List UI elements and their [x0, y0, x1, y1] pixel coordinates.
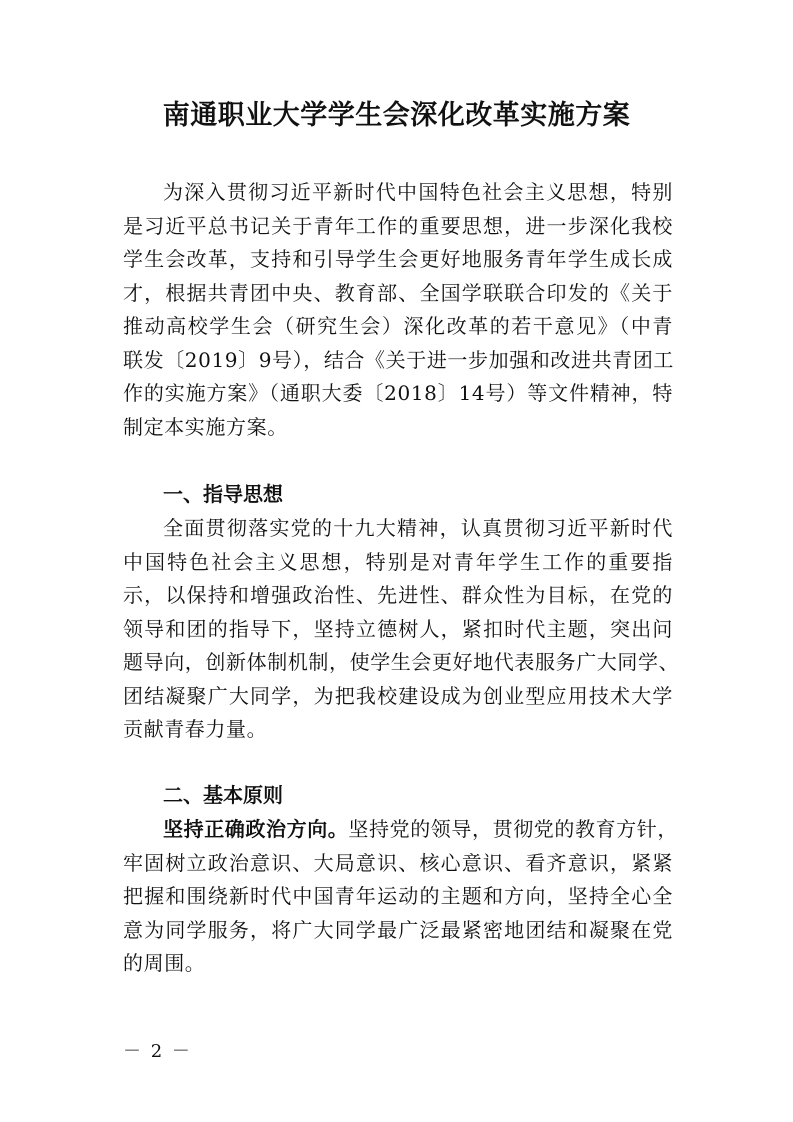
intro-line: 是习近平总书记关于青年工作的重要思想，进一步深化我校: [123, 213, 673, 238]
section-2-line: 把握和围绕新时代中国青年运动的主题和方向，坚持全心全: [123, 884, 673, 908]
section-1-line: 领导和团的指导下，坚持立德树人，紧扣时代主题，突出问: [123, 616, 673, 641]
intro-line: 作的实施方案》（通职大委〔2018〕14号）等文件精神，特: [123, 381, 673, 405]
section-1-line: 全面贯彻落实党的十九大精神，认真贯彻习近平新时代: [163, 516, 673, 540]
section-2-heading: 二、基本原则: [163, 783, 283, 807]
section-2-first-line: [123, 813, 679, 847]
section-2-line: 意为同学服务，将广大同学最广泛最紧密地团结和凝聚在党: [123, 917, 673, 942]
document-title: 南通职业大学学生会深化改革实施方案: [162, 100, 631, 131]
section-1-paragraph: [123, 512, 680, 747]
page-number: － 2 －: [123, 1041, 192, 1062]
section-1-heading: 一、指导思想: [163, 482, 283, 506]
section-1-line: 中国特色社会主义思想，特别是对青年学生工作的重要指: [123, 549, 673, 574]
section-2-first-line-rest: 坚持党的领导，贯彻党的教育方针，: [348, 817, 679, 841]
section-1-line: 示，以保持和增强政治性、先进性、群众性为目标，在党的: [123, 583, 673, 607]
intro-line: 制定本实施方案。: [123, 414, 288, 439]
intro-line: 联发〔2019〕9号），结合《关于进一步加强和改进共青团工: [123, 347, 675, 372]
section-2-paragraph: [123, 813, 679, 981]
section-1-line: 题导向，创新体制机制，使学生会更好地代表服务广大同学、: [123, 650, 680, 674]
section-1-line: 团结凝聚广大同学，为把我校建设成为创业型应用技术大学: [123, 683, 673, 708]
intro-line: 才，根据共青团中央、教育部、全国学联联合印发的《关于: [123, 280, 673, 305]
section-1-line: 贡献青春力量。: [123, 717, 268, 741]
section-2-line: 的周围。: [123, 951, 206, 975]
section-2-line: 牢固树立政治意识、大局意识、核心意识、看齐意识，紧紧: [123, 850, 673, 875]
intro-line: 为深入贯彻习近平新时代中国特色社会主义思想，特别: [163, 180, 673, 204]
intro-paragraph: [123, 176, 673, 444]
intro-line: 学生会改革，支持和引导学生会更好地服务青年学生成长成: [123, 247, 673, 271]
intro-line: 推动高校学生会（研究生会）深化改革的若干意见》（中青: [123, 314, 673, 338]
section-2-emphasis: 坚持正确政治方向。: [163, 817, 349, 841]
